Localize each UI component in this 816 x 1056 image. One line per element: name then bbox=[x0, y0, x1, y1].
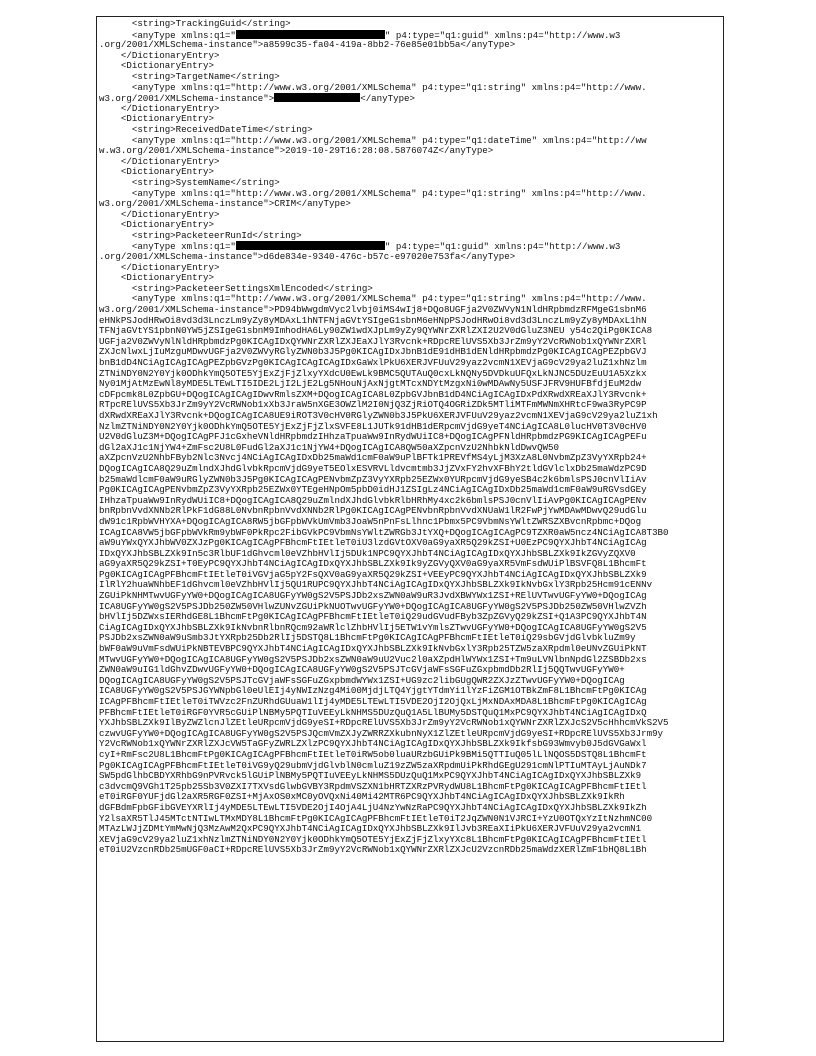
xml-line-text: dGFBdmFpbGFibGVEYXRlIj4yMDE5LTEwLTI5VDE2OjI4OjA4LjU4NzYwNzRaPC9QYXJhbT4NCiAgICAgIDxQYXJhbSBLZXk9IkZh bbox=[99, 801, 647, 813]
xml-line-text: w3.org/2001/XMLSchema-instance"> bbox=[99, 93, 275, 105]
xml-line-text: .org/2001/XMLSchema-instance">d6de834e-9340-476c-b57c-e97020e753fa</anyType> bbox=[99, 251, 516, 263]
xml-line-text: w3.org/2001/XMLSchema-instance">PD94bWwgdmVyc2lvbj0iMS4wIj8+DQo8UGFja2V0ZWVyN1NldHRpbmdzRFMgeG1sbnM6 bbox=[99, 304, 647, 316]
xml-line-text: <DictionaryEntry> bbox=[99, 272, 214, 284]
xml-line-text: <anyType xmlns:q1="http://www.w3.org/2001/XMLSchema" p4:type="q1:string" xmlns:p4="http://www. bbox=[99, 187, 647, 199]
xml-line-text: ZXJcNlwxLjIuMzguMDwvUGFja2V0ZWVyRGlyZWN0b3J5Pg0KICAgIDxJbnB1dE91dHB1dENldHRpbmdzPg0KICAgICAgPEZpbGVJ bbox=[99, 346, 647, 358]
xml-line-text: MTAzLWJjZDMtYmMwNjQ3MzAwM2QxPC9QYXJhbT4NCiAgICAgIDxQYXJhbSBLZXk9IlJvb3REaXIiPkU6XERJVFUuV29ya2vcmN1 bbox=[99, 823, 642, 835]
xml-line-text: bHVlIj5DZWxsIERhdGE8L1BhcmFtPg0KICAgICAgPFBhcmFtIEtleT0iQ29udGVudFByb3ZpZGVyQ29kZSI+Q1A3PC9QYXJhbT4N bbox=[99, 611, 647, 623]
xml-line-text: </anyType> bbox=[360, 93, 415, 105]
xml-line-text: dGl2aXJ1c1NjYW4+ZmFsc2U8L0FudGl2aXJ1c1NjYW4+DQogICAgICA8QW50aXZpcnVzU2NhbkNldDwvQW50 bbox=[99, 441, 559, 453]
xml-line-text: <string>PacketeerSettingsXmlEncoded</string> bbox=[99, 282, 373, 294]
xml-line-text: <anyType xmlns:q1=" bbox=[99, 241, 236, 253]
xml-line-text: IHhzaTpuaWw9InRydWUiIC8+DQogICAgICA8Q29uZmlndXJhdGlvbkRlbHRhMy4xc2k6bmlsPSJ0cnVlIiAvPg0KICAgICAgPENv bbox=[99, 494, 647, 506]
xml-line-text: czwvUGFyYW0+DQogICAgICA8UGFyYW0gS2V5PSJQcmVmZXJyZWRRZXkubnNyX1ZlZEtleURpcmVjdG9yeSI+RDpcRElUVS5Xb3Jrm9y bbox=[99, 727, 664, 739]
xml-line-text: <DictionaryEntry> bbox=[99, 60, 214, 72]
xml-line-text: cDFpcmk8L0ZpbGU+DQogICAgICAgIDwvRmlsZXM+DQogICAgICA8L0ZpbGVJbnB1dD4NCiAgICAgIDxPdXRwdXREaXJlY3Rvcnk+ bbox=[99, 388, 647, 400]
xml-line-text: <anyType xmlns:q1="http://www.w3.org/2001/XMLSchema" p4:type="q1:dateTime" xmlns:p4="http://ww bbox=[99, 134, 647, 146]
xml-line-text: dW91c1RpbWVHYXA+DQogICAgICA8RW5jbGFpbWVkUmVmb3JoaW5nPnFsLlhnc1Pbmx5PC9VbmNsYWltZWRSZXBvcnRpbmc+DQog bbox=[99, 515, 642, 527]
xml-line-text: <anyType xmlns:q1="http://www.w3.org/2001/XMLSchema" p4:type="q1:string" xmlns:p4="http://www. bbox=[99, 81, 647, 93]
xml-line-text: .org/2001/XMLSchema-instance">a8599c35-fa04-419a-8bb2-76e85e01bb5a</anyType> bbox=[99, 39, 516, 51]
xml-line-text: eT0iRGF0YUFjdGl2aXR5RGF0ZSI+MjAxOS0xMC0yOVQxNi40Mi42MTR6PC9QYXJhbT4NCiAgICAgIDxQYXJhbSBLZXk9IkRh bbox=[99, 791, 625, 803]
xml-line-text: </DictionaryEntry> bbox=[99, 102, 220, 114]
xml-line-text: Pg0KICAgICAgPFBhcmFtIEtleT0iVGVjaG5pY2FsQXV0aG9yaXR5Q29kZSI+VEEyPC9QYXJhbT4NCiAgICAgIDxQYXJhbSBLZXk9 bbox=[99, 568, 647, 580]
xml-line-text: <anyType xmlns:q1=" bbox=[99, 29, 236, 41]
xml-line-text: MTwvUGFyYW0+DQogICAgICA8UGFyYW0gS2V5PSJDb2xsZWN0aW9uU2Vuc2l0aXZpdHlWYWx1ZSI+Tm9uLVNlbnNpdGl2ZSBDb2xs bbox=[99, 653, 647, 665]
xml-line-text: bnB1dD4NCiAgICAgICAgPEZpbGVzPg0KICAgICAgICAgIDxGaWxlPkU6XERJVFUuV29yaz2vcmN1XEVjaG9cV29ya2luZ1xhNzlm bbox=[99, 357, 647, 368]
xml-line-text: PSJDb2xsZWN0aW9uSmb3JtYXRpb25Db2RlIj5DSTQ8L1BhcmFtPg0KICAgICAgPFBhcmFtIEtleT0iQ29sbGVjdGlvbkluZm9y bbox=[99, 632, 636, 644]
xml-line-text: <string>TrackingGuid</string> bbox=[99, 18, 291, 29]
xml-line-text: b25maWdlcmF0aW9uRGlyZWN0b3J5Pg0KICAgICAgPENvbmZpZ3VyYXRpb25EZWx0YURpcmVjdG9yeSB4c2k6bmlsPSJ0cnVlIiAv bbox=[99, 473, 647, 485]
xml-line-text: Y2lsaXR5TlJ45MTctNTIwLTMxMDY8L1BhcmFtPg0KICAgICAgPFBhcmFtIEtleT0iT2JqZWN0N1VJRCI+YzU0OTQxYzItNzhmNC00 bbox=[99, 812, 653, 824]
xml-line-text: CiAgICAgIDxQYXJhbSBLZXk9IkNvbnRlbnRQcm92aWRlclZhbHVlIj5ETW1vYmlsZTwvUGFyYW0+DQogICAgICA8UGFyYW0gS2V5 bbox=[99, 621, 647, 633]
xml-line-text: aW9uYWxQYXJhbWV0ZXJzPg0KICAgICAgPFBhcmFtIEtleT0iU3lzdGVtOXV0aG9yaXR5Q29kZSI+U0EzPC9QYXJhbT4NCiAgICAg bbox=[99, 537, 647, 549]
xml-line-text: YXJhbSBLZXk9IlByZWZlcnJlZEtleURpcmVjdG9yeSI+RDpcRElUVS5Xb3JrZm9yY2VcRWNob1xQYWNrZXRlZXJcS2V5cHhhcmVkS2V5 bbox=[99, 717, 669, 729]
redaction-bar bbox=[236, 30, 385, 39]
xml-line-text: </DictionaryEntry> bbox=[99, 208, 220, 220]
xml-line-text: Ny01MjAtMzEwNl8yMDE5LTEwLTI5IDE2LjI2LjE2Lg5NHouNjAxNjgtMTcxNDYtMzgxNi0wMDAwNy5USFJFRV9HUFBfdjEuM2dw bbox=[99, 378, 642, 390]
xml-line-text: <DictionaryEntry> bbox=[99, 166, 214, 178]
xml-line-text: aXZpcnVzU2NhbFByb2Nlc3Nvcj4NCiAgICAgIDxDb25maWd1cmF0aW9uPlBFTk1PREVfMS4yLjM3XzA8L0NvbmZpZ3VyYXRpb24+ bbox=[99, 452, 647, 464]
xml-line-text: cyI+RmFsc2U8L1BhcmFtPg0KICAgICAgPFBhcmFtIEtleT0iRW5ob0luaURzbGUiPk9BMi5QTTIuQ05lLlNQOS5DSTQ8L1BhcmFt bbox=[99, 748, 647, 760]
xml-line-text: PFBhcmFtIEtleT0iRGF0YVR5cGUiPlNBMy5PQTIuVEEyLkNHMS5DUzQuQ1A5LlBUMy5DSTQuQ1MxPC9QYXJhbT4NCiAgICAgIDxQ bbox=[99, 706, 647, 718]
xml-line-text: <string>ReceivedDateTime</string> bbox=[99, 123, 313, 135]
xml-line-text: DQogICAgICA8UGFyYW0gS2V5PSJTcGVjaWFsSGFuZGxpbmdWYWx1ZSI+UG9zc2libGUgQWR2ZXJzZTwvUGFyYW0+DQogICAg bbox=[99, 674, 625, 686]
xml-line-text: ICA8UGFyYW0gS2V5PSJGYWNpbGl0eUlEIj4yNWIzNzg4Mi00MjdjLTQ4YjgtYTdmYi1lYzFiZGM1OTBkZmF8L1BhcmFtPg0KICAg bbox=[99, 685, 647, 697]
xml-line-text: ICAgICA8VW5jbGFpbWVkRm9ybWF0PkRpc2FibGVkPC9VbmNsYWltZWRGb3JtYXQ+DQogICAgICAgPC9TZXR0aW5ncz4NCiAgICA8T3B0 bbox=[99, 526, 669, 538]
xml-line bbox=[99, 231, 723, 242]
xml-line-text: bnRpbnVvdXNNb2RlPkF1dG88L0NvbnRpbnVvdXNNb2RlPg0KICAgICAgPENvbnRpbnVvdXNUaW1lR2FwPjYwMDAwMDwvQ29udGlu bbox=[99, 505, 647, 517]
xml-line-text: <anyType xmlns:q1="http://www.w3.org/2001/XMLSchema" p4:type="q1:string" xmlns:p4="http://www. bbox=[99, 293, 647, 305]
xml-line-text: RTpcRElUVS5Xb3JrZm9yY2VcRWNob1xXb3JraW5nXGE3OWZlM2I0NjQ3ZjRiOTQ4OGRiZDk5MTliMTFmMWNmXHRtcF9wa3RyPC9P bbox=[99, 399, 647, 411]
xml-line-text: " p4:type="q1:guid" xmlns:p4="http://www.w3 bbox=[384, 29, 621, 41]
xml-line-text: </DictionaryEntry> bbox=[99, 155, 220, 167]
redaction-bar bbox=[274, 93, 360, 102]
xml-line-text: Pg0KICAgICAgPENvbmZpZ3VyYXRpb25EZWx0YTEgeHNpOm5pbD0idHJ1ZSIgLz4NCiAgICAgIDxDb25maWd1cmF0aW9uRGVsdGEy bbox=[99, 484, 647, 496]
xml-line-text: ZWN0aW9uIG1ldGhvZDwvUGFyYW0+DQogICAgICA8UGFyYW0gS2V5PSJTcGVjaWFsSGFuZGxpbmdDb2RlIj5QQTwvUGFyYW0+ bbox=[99, 664, 625, 676]
xml-line-text: IlRlY2huaWNhbEF1dGhvcml0eVZhbHVlIj5QU1RUPC9QYXJhbT4NCiAgICAgIDxQYXJhbSBLZXk9IkNvbGxlY3Rpb25Hcm91cENNv bbox=[99, 579, 653, 591]
xml-line-text: NzlmZTNiNDY0N2Y0Yjk0ODhkYmQ5OTE5YjExZjFjZlxSVFE8L1JUTk91dHB1dERpcmVjdG9yeT4NCiAgICA8L0lucHV0T3V0cHV0 bbox=[99, 420, 647, 432]
xml-line-text: TFNjaGVtYS1pbnN0YW5jZSIgeG1sbnM9ImhodHA6Ly90ZW1wdXJpLm9yZy9QYWNrZXRlZXI2U2V0dGluZ3NEU y54c2QiPg0KICA8 bbox=[99, 325, 653, 337]
xml-line-text: w3.org/2001/XMLSchema-instance">CRIM</anyType> bbox=[99, 198, 351, 210]
xml-line-text: " p4:type="q1:guid" xmlns:p4="http://www.w3 bbox=[384, 241, 621, 253]
xml-line-text: <string>TargetName</string> bbox=[99, 70, 280, 82]
xml-line bbox=[99, 19, 723, 30]
xml-line-text: </DictionaryEntry> bbox=[99, 49, 220, 61]
xml-line bbox=[99, 83, 723, 94]
xml-line-text: <string>SystemName</string> bbox=[99, 176, 280, 188]
xml-line-text: eT0iU2VzcnRDb25mUGF0aCI+RDpcRElUVS5Xb3JrZm9yY2VcRWNob1xQYWNrZXRlZXJcU2VzcnRDb25maWdzXERlZmF1bHQ8L1Bh bbox=[99, 844, 647, 856]
xml-line-text: Pg0KICAgICAgPFBhcmFtIEtleT0iVG9yQ29ubmVjdGlvblN0cmluZ19zZW5zaXRpdmUiPkRhdGEgU291cmNlPTIuMTAyLjAuNDk7 bbox=[99, 759, 647, 771]
xml-line-text: <DictionaryEntry> bbox=[99, 113, 214, 125]
xml-line-text: SW5pdGlhbCBDYXRhbG9nPVRvck5lGUiPlNBMy5PQTIuVEEyLkNHMS5DUzQuQ1MxPC9QYXJhbT4NCiAgICAgIDxQYXJhbSBLZXk9 bbox=[99, 770, 642, 782]
xml-line-text: eHNkPSJodHRwOi8vd3d3LnczLm9yZy8yMDAxL1hNTFNjaGVtYSIgeG1sbnM6eHNpPSJodHRwOi8vd3d3LnczLm9yZy8yMDAxL1hN bbox=[99, 314, 647, 326]
xml-line-text: </DictionaryEntry> bbox=[99, 261, 220, 273]
xml-line-text: dXRwdXREaXJlY3Rvcnk+DQogICAgICA8UE9iROT3V0cHV0RGlyZWN0b3J5PkU6XERJVFUuV29yaz2vcmN1XEVjaG9cV29ya2luZ1xh bbox=[99, 409, 658, 421]
xml-line-text: Y2VcRWNob1xQYWNrZXRlZXJcVW5TaGFyZWRLZXlzPC9QYXJhbT4NCiAgICAgIDxQYXJhbSBLZXk9IkfsbG93Wmvyb0J5dGVGaWxl bbox=[99, 738, 647, 750]
xml-line-text: <string>PacketeerRunId</string> bbox=[99, 229, 302, 241]
xml-line-text: ICAgPFBhcmFtIEtleT0iTWVzc2FnZURhdGUuaW1lIj4yMDE5LTEwLTI5VDE2OjI2OjQxLjMxNDAxMDA8L1BhcmFtPg0KICAgICAg bbox=[99, 696, 647, 707]
xml-line-text: DQogICAgICA8Q29uZmlndXJhdGlvbkRpcmVjdG9yeT5EOlxESVRVLldvcmtmb3JjZVxFY2hvXFBhY2tldGVlclxDb25maWdzPC9D bbox=[99, 462, 647, 474]
xml-line-text: ICA8UGFyYW0gS2V5PSJDb250ZW50VHlwZUNvZGUiPkNUOTwvUGFyYW0+DQogICAgICA8UGFyYW0gS2V5PSJDb250ZW50VHlwZVZh bbox=[99, 600, 647, 612]
xml-line-text: XEVjaG9cV29ya2luZ1xhNzlmZTNiNDY0N2Y0Yjk0ODhkYmQ5OTE5YjExZjFjZlxyYXc8L1BhcmFtPg0KICAgICAgPFBhcmFtIEtl bbox=[99, 833, 647, 845]
xml-line-text: U2V0dGluZ3M+DQogICAgPFJ1cGxheVNldHRpbmdzIHhzaTpuaWw9InRydWUiIC8+DQogICAgPFNldHRpbmdzPG9KICAgICAgPEFu bbox=[99, 431, 647, 443]
xml-line-text: UGFja2V0ZWVyNlNldHRpbmdzPg0KICAgIDxQYWNrZXRlZXJEaXJlY3Rvcnk+RDpcRElUVS5Xb3JrZm9yY2VcRWNob1xQYWNrZXRl bbox=[99, 335, 647, 347]
xml-line-text: c3dvcmQ9VGh1T25pb25Sb3V0ZXI7TXVsdGlwbGVBY3RpdmVSZXN1bHRTZXRzPVRydWU8L1BhcmFtPg0KICAgICAgPFBhcmFtIEtl bbox=[99, 780, 647, 792]
xml-line-text: <DictionaryEntry> bbox=[99, 219, 214, 231]
xml-line-text: ZTNiNDY0N2Y0Yjk0ODhkYmQ5OTE5YjExZjFjZlxyYXdcU0EwLk9BMC5QUTAuQ0cxLkNQNy5DVDkuUFQxLkNJNC5DUzEuU1A5Xzkx bbox=[99, 367, 647, 379]
xml-line-text: IDxQYXJhbSBLZXk9In5c3RlbUF1dGhvcml0eVZhbHVlIj5DUk1NPC9QYXJhbT4NCiAgICAgIDxQYXJhbSBLZXk9IkZGVyZQXV0 bbox=[99, 547, 636, 559]
xml-line bbox=[99, 845, 723, 856]
xml-line-text: aG9yaXR5Q29kZSI+T0EyPC9QYXJhbT4NCiAgICAgIDxQYXJhbSBLZXk9Ik9yZGVyQXV0aG9yaXR5VmFsdWUiPlBSVFQ8L1BhcmFt bbox=[99, 558, 647, 570]
xml-line-text: w.w3.org/2001/XMLSchema-instance">2019-10-29T16:28:08.5876074Z</anyType> bbox=[99, 145, 494, 157]
xml-code-block bbox=[99, 19, 723, 856]
redaction-bar bbox=[236, 241, 385, 250]
xml-line-text: bWF0aW9uVmFsdWUiPkNBTEVBPC9QYXJhbT4NCiAgICAgIDxQYXJhbSBLZXk9IkNvbGxlY3Rpb25TZW5zaXRpdml0eUNvZGUiPkNT bbox=[99, 643, 647, 655]
xml-line-text: ZGUiPkNHMTwvUGFyYW0+DQogICAgICA8UGFyYW0gS2V5PSJDb2xsZWN0aW9uR3JvdXBWYWx1ZSI+RElUVTwvUGFyYW0+DQogICAg bbox=[99, 590, 647, 602]
document-page bbox=[96, 16, 724, 1042]
